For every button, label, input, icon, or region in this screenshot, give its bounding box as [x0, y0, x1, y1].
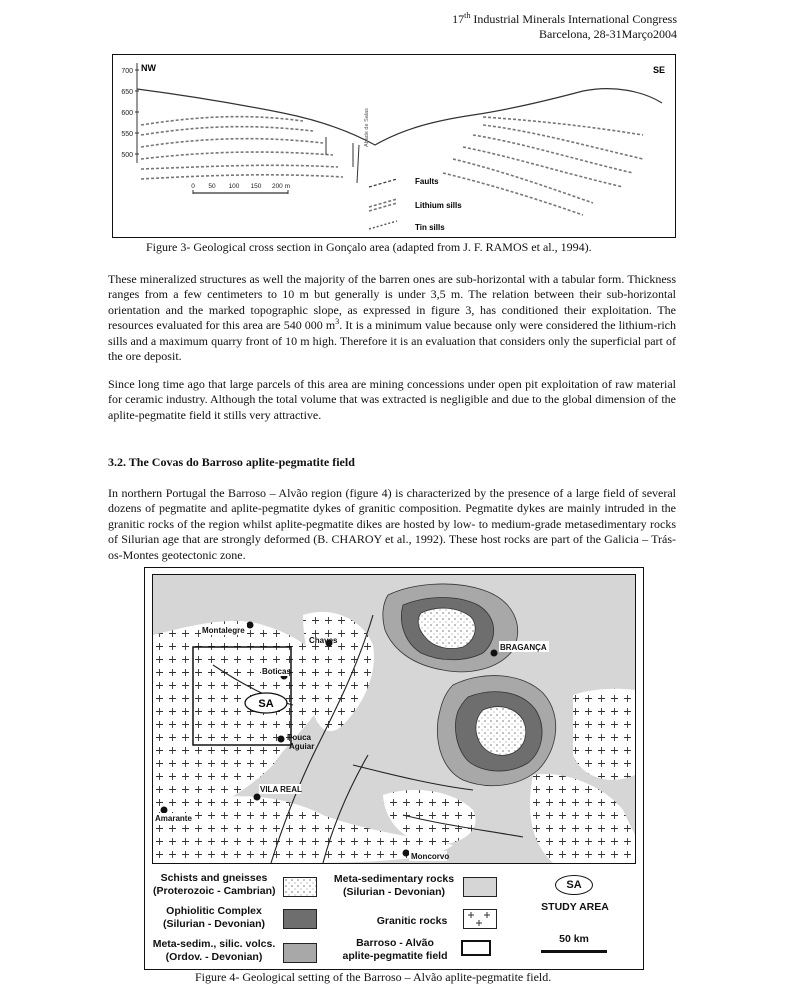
- direction-se: SE: [653, 65, 666, 75]
- paragraph-barroso-region: In northern Portugal the Barroso – Alvão region (figure 4) is characterized by the presence of a large field of several dozens of pegmatite and aplite-pegmatite dykes of granitic composition. Pegmatite dykes are mainly intruded in the granitic rocks of the region whilst aplite-pegmatite dikes are hosted by low- to medium-grade metasedimentary rocks of Silurian age that are strongly deformed (B. CHAROY et al., 1992). These host rocks are part of the Galicia – Trás-os-Montes geotectonic zone.: [108, 486, 676, 562]
- legend-ophiolitic: Ophiolitic Complex (Silurian - Devonian): [162, 905, 266, 930]
- study-area-label: SA: [258, 698, 274, 710]
- scale-tick-150: 150: [250, 183, 262, 190]
- y-tick-500: 500: [121, 152, 133, 159]
- legend-scale-bar: [541, 950, 607, 953]
- legend-scale-label: 50 km: [559, 933, 589, 945]
- swatch-barroso-field: [461, 940, 491, 956]
- y-tick-550: 550: [121, 131, 133, 138]
- legend-schists: Schists and gneisses (Proterozoic - Cambrian): [153, 872, 276, 897]
- legend-granitic: Granitic rocks: [376, 915, 448, 927]
- y-tick-650: 650: [121, 89, 133, 96]
- swatch-ophiolitic: [283, 909, 317, 929]
- paragraph-resources: These mineralized structures as well the majority of the barren ones are sub-horizontal with a tabular form. Thickness ranges from a few centimeters to 10 m but generally is under 3,5 m. The relation between their sub-horizontal orientation and the marked topographic slope, as expressed in figure 3, has conditioned their exploitation. The resources evaluated for this area are 540 000 $m^3$. It is a minimum value because only were considered the lithium-rich sills and a maximum quarry front of 10 m high. Therefore it is an evaluation that considers only the superficial part of the ore deposit.: [108, 272, 676, 364]
- scale-tick-0: 0: [191, 183, 195, 190]
- town-aguiar: Aguiar: [289, 742, 315, 751]
- legend-metavolcanics: Meta-sedim., silic. volcs. (Ordov. - Devonian): [152, 938, 276, 963]
- y-tick-700: 700: [121, 68, 133, 75]
- scale-tick-100: 100: [228, 183, 240, 190]
- scale-tick-50: 50: [208, 183, 216, 190]
- town-boticas: Boticas: [262, 667, 291, 676]
- lithium-sills-right: [443, 117, 643, 215]
- town-montalegre: Montalegre: [202, 626, 245, 635]
- sa-badge: SA: [555, 875, 593, 895]
- direction-nw: NW: [141, 63, 156, 73]
- section-heading-3-2: 3.2. The Covas do Barroso aplite-pegmatite field: [108, 455, 355, 469]
- paragraph-mining-concessions: Since long time ago that large parcels of this area are mining concessions under open pit exploitation of raw material for ceramic industry. Although the total volume that was extracted is negligible and due to the global dimension of the aplite-pegmatite field it stills very attractive.: [108, 377, 676, 422]
- town-vila-real: VILA REAL: [260, 785, 302, 794]
- figure-3-caption: Figure 3- Geological cross section in Gonçalo area (adapted from J. F. RAMOS et al., 1994).: [146, 240, 592, 254]
- cross-section-drawing: [113, 55, 674, 236]
- town-chaves: Chaves: [309, 636, 338, 645]
- town-pouca: Pouca: [287, 733, 312, 742]
- legend-study-area: STUDY AREA: [541, 901, 609, 913]
- swatch-metasedimentary: [463, 877, 497, 897]
- swatch-granitic: [463, 909, 497, 929]
- valley-label: Abade de Salas: [364, 108, 370, 147]
- swatch-metavolcanics: [283, 943, 317, 963]
- page-header: [452, 8, 677, 42]
- swatch-schists: [283, 877, 317, 897]
- figure-3-cross-section: [112, 54, 676, 238]
- congress-title: 17th Industrial Minerals International Congress: [452, 11, 677, 26]
- town-braganca: BRAGANÇA: [500, 643, 547, 652]
- legend-faults: Faults: [415, 177, 439, 186]
- cross-section-legend: [369, 177, 462, 232]
- legend-metasedimentary: Meta-sedimentary rocks (Silurian - Devonian): [333, 873, 455, 898]
- figure-4-caption: Figure 4- Geological setting of the Barroso – Alvão aplite-pegmatite field.: [195, 970, 552, 984]
- map-frame: [152, 574, 636, 864]
- congress-location-date: Barcelona, 28-31Março2004: [539, 27, 677, 41]
- town-moncorvo: Moncorvo: [411, 852, 450, 861]
- geological-map-drawing: [153, 575, 635, 863]
- legend-barroso-field: Barroso - Alvão aplite-pegmatite field: [342, 937, 448, 962]
- lithium-sills-left: [141, 117, 343, 179]
- legend-tin-sills: Tin sills: [415, 223, 445, 232]
- legend-lithium-sills: Lithium sills: [415, 201, 462, 210]
- figure-4-geological-map: [144, 567, 644, 970]
- town-amarante: Amarante: [155, 814, 192, 823]
- y-tick-600: 600: [121, 110, 133, 117]
- scale-tick-200m: 200 m: [271, 183, 291, 190]
